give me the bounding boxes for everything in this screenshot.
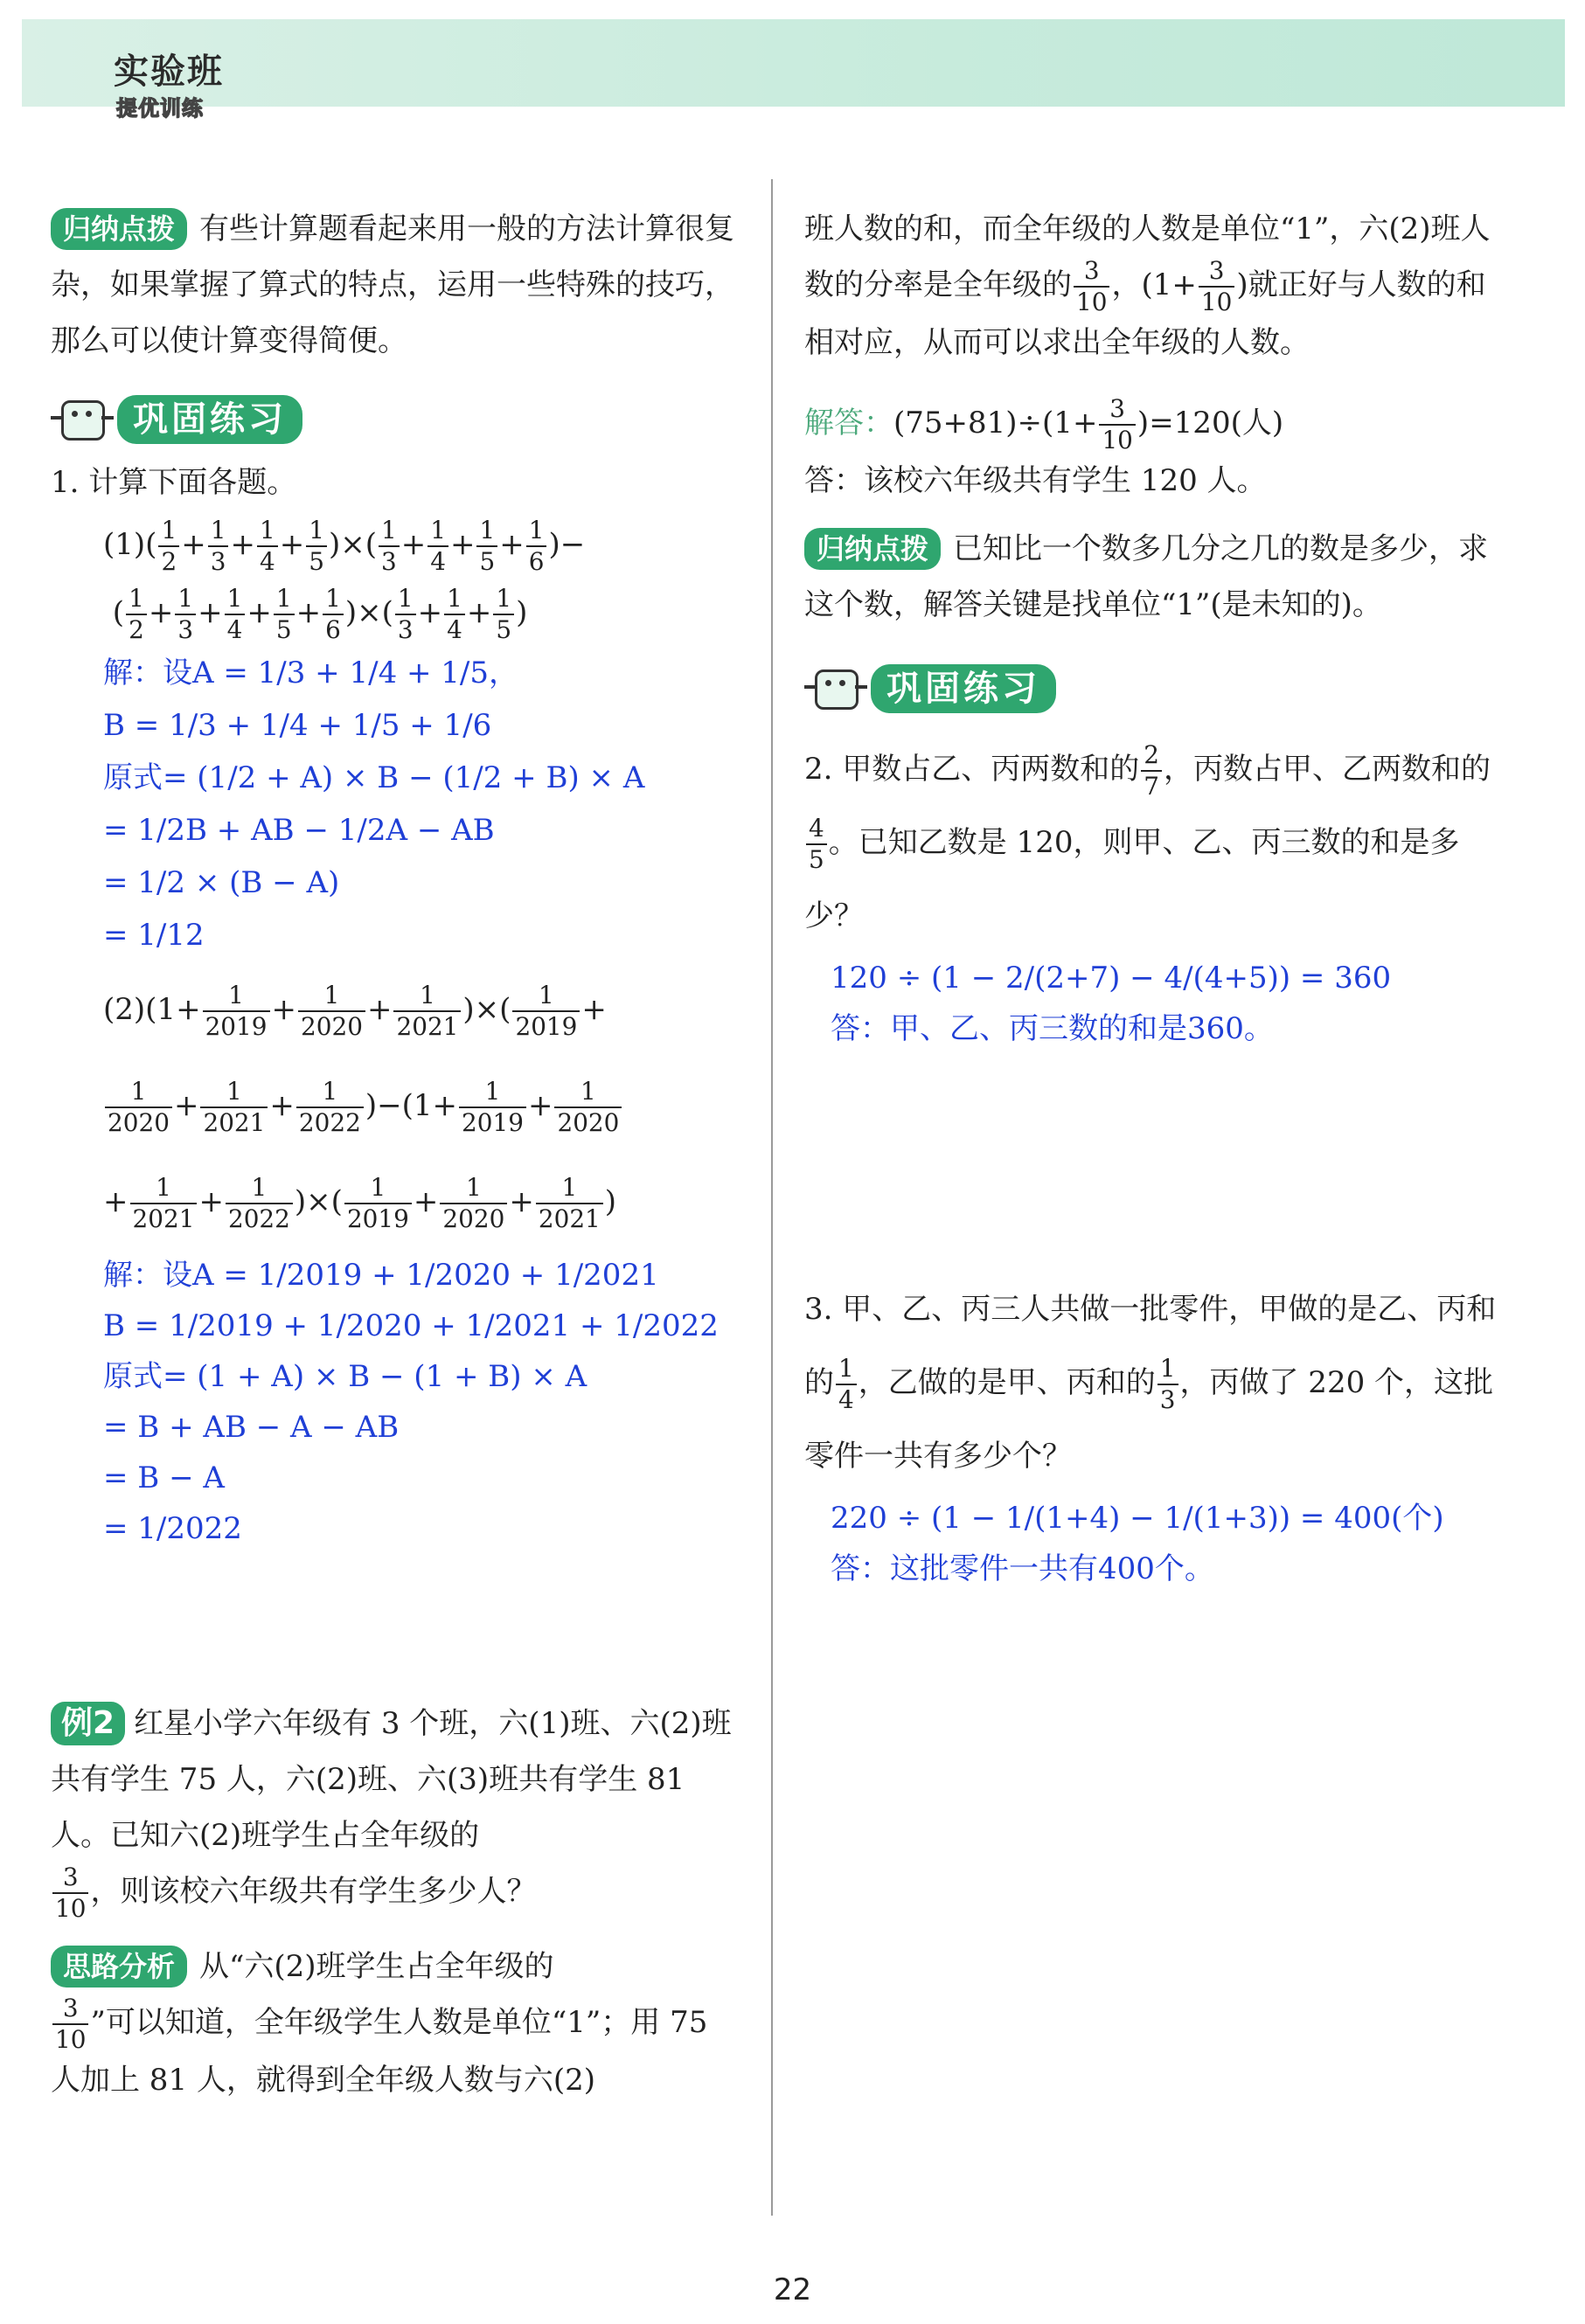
- q3-solution: 220 ÷ (1 − 1/(1+4) − 1/(1+3)) = 400(个) 答：这批零件一共有400个。: [831, 1500, 1444, 1586]
- tip-block-1: [51, 201, 741, 369]
- tip-block-2: [804, 521, 1504, 633]
- solution-line: = 1/12: [103, 918, 205, 953]
- practice-header: [804, 654, 1504, 724]
- q1a-solution: [51, 647, 741, 961]
- book-subtitle: 提优训练: [116, 96, 204, 121]
- solution-line: 原式= (1/2 + A) × B − (1/2 + B) × A: [103, 760, 645, 795]
- question-2: 2. 甲数占乙、丙两数和的 $\frac{2}{7}$ ，丙数占甲、乙两数和的 $\frac{4}{5}$ 。已知乙数是 120，则甲、乙、丙三数的和是多少？: [804, 739, 1491, 933]
- solution-line: = 1/2022: [103, 1511, 242, 1546]
- practice-label: 巩固练习: [871, 664, 1056, 713]
- answer-text: 答：该校六年级共有学生 120 人。: [804, 462, 1267, 498]
- tip-text: 已知比一个数多几分之几的数是多少，求这个数，解答关键是找单位“1”(是未知的)。: [804, 531, 1489, 622]
- continued-text: 班人数的和，而全年级的人数是单位“1”，六(2)班人数的分率是全年级的 $\frac{3}{10}$ ，(1+ $\frac{3}{10}$ )就正好与人数的和相对应，从而可以求出全年级的人数。: [804, 212, 1491, 360]
- example-tag: 例2: [51, 1702, 125, 1745]
- answer-label: 解答：: [804, 405, 893, 441]
- question-1-title: 1. 计算下面各题。: [51, 465, 297, 500]
- solution-line: 解：设A = 1/2019 + 1/2020 + 1/2021: [103, 1258, 659, 1293]
- solution-line: = B − A: [103, 1460, 225, 1495]
- solution-line: = 1/2B + AB − 1/2A − AB: [103, 813, 495, 848]
- q1b-solution: [51, 1250, 741, 1554]
- solution-line: B = 1/2019 + 1/2020 + 1/2021 + 1/2022: [103, 1308, 719, 1343]
- left-column: [51, 201, 741, 1554]
- robot-icon: [51, 393, 112, 446]
- solution-line: 原式= (1 + A) × B − (1 + B) × A: [103, 1359, 587, 1394]
- solution-line: = B + AB − A − AB: [103, 1410, 400, 1445]
- answer-result: =120(人): [1149, 405, 1284, 441]
- answer-expr: (75+81)÷: [893, 405, 1043, 441]
- right-column: [804, 201, 1504, 1594]
- example-text: 红星小学六年级有 3 个班，六(1)班、六(2)班共有学生 75 人，六(2)班、六(3)班共有学生 81 人。已知六(2)班学生占全年级的: [51, 1706, 732, 1853]
- example-text-2: ，则该校六年级共有学生多少人？: [90, 1874, 537, 1909]
- solution-line: = 1/2 × (B − A): [103, 865, 340, 900]
- q2-solution: 120 ÷ (1 − 2/(2+7) − 4/(4+5)) = 360 答：甲、乙、丙三数的和是360。: [831, 960, 1392, 1046]
- practice-label: 巩固练习: [117, 395, 302, 444]
- analysis-tag: 思路分析: [51, 1946, 187, 1988]
- q1a-expression: (1)( $\frac{1}{2}$ + $\frac{1}{3}$ + $\frac{1}{4}$ + $\frac{1}{5}$ )×( $\frac{1}{3}$ + $\frac{1}{4}$ + $\frac{1}{5}$ + $\frac{1}{6}$ )− ( $\frac{1}{2}$ + $\frac{1}{3}$ + $\frac{1}{4}$ + $\frac{1}{5}$ + $\frac{1}{6}$ )×( $\frac{1}{3}$ + $\frac{1}{4}$ + $\frac{1}{5}$ ): [103, 516, 586, 644]
- example-2: 例2 红星小学六年级有 3 个班，六(1)班、六(2)班共有学生 75 人，六(2)班、六(3)班共有学生 81 人。已知六(2)班学生占全年级的 $\frac{3}{10}$ ，则该校六年级共有学生多少人？ 思路分析 从“六(2)班学生占全年级的 $\frac{3}{10}$ ”可以知道，全年级学生人数是单位“1”；用 75 人加上 81 人，就得到全年级人数与六(2): [51, 1696, 741, 2108]
- page-number: 22: [773, 2272, 812, 2307]
- column-divider: [771, 179, 773, 2216]
- question-3: 3. 甲、乙、丙三人共做一批零件，甲做的是乙、丙和的 $\frac{1}{4}$ ，乙做的是甲、丙和的 $\frac{1}{3}$ ，丙做了 220 个，这批零件一共有多少个？: [804, 1291, 1497, 1474]
- practice-header: [51, 385, 741, 454]
- answer-block: 解答：(75+81)÷(1+ $\frac{3}{10}$ )=120(人): [804, 394, 1284, 454]
- robot-icon: [804, 663, 865, 715]
- tip-tag: 归纳点拨: [51, 208, 187, 250]
- solution-line: 解：设A = 1/3 + 1/4 + 1/5，: [103, 656, 519, 690]
- analysis-text: 从“六(2)班学生占全年级的: [199, 1948, 554, 1984]
- analysis-block: 思路分析 从“六(2)班学生占全年级的 $\frac{3}{10}$ ”可以知道，全年级学生人数是单位“1”；用 75 人加上 81 人，就得到全年级人数与六(2): [51, 1939, 741, 2108]
- solution-line: B = 1/3 + 1/4 + 1/5 + 1/6: [103, 708, 492, 743]
- tip-text: 有些计算题看起来用一般的方法计算很复杂，如果掌握了算式的特点，运用一些特殊的技巧，那么可以使计算变得简便。: [51, 212, 735, 358]
- book-title: 实验班: [114, 52, 224, 92]
- q1b-expression: (2)(1+ $\frac{1}{2019}$ + $\frac{1}{2020}$ + $\frac{1}{2021}$ )×( $\frac{1}{2019}$ + $\frac{1}{2020}$ + $\frac{1}{2021}$ + $\frac{1}{2022}$ )−(1+ $\frac{1}{2019}$ + $\frac{1}{2020}$ + $\frac{1}{2021}$ + $\frac{1}{2022}$ )×( $\frac{1}{2019}$ + $\frac{1}{2020}$ + $\frac{1}{2021}$ ): [51, 961, 741, 1250]
- tip-tag: 归纳点拨: [804, 528, 941, 570]
- analysis-text-2: ”可以知道，全年级学生人数是单位“1”；用 75 人加上 81 人，就得到全年级人数与六(2): [51, 2004, 708, 2098]
- header-banner: [22, 19, 1565, 107]
